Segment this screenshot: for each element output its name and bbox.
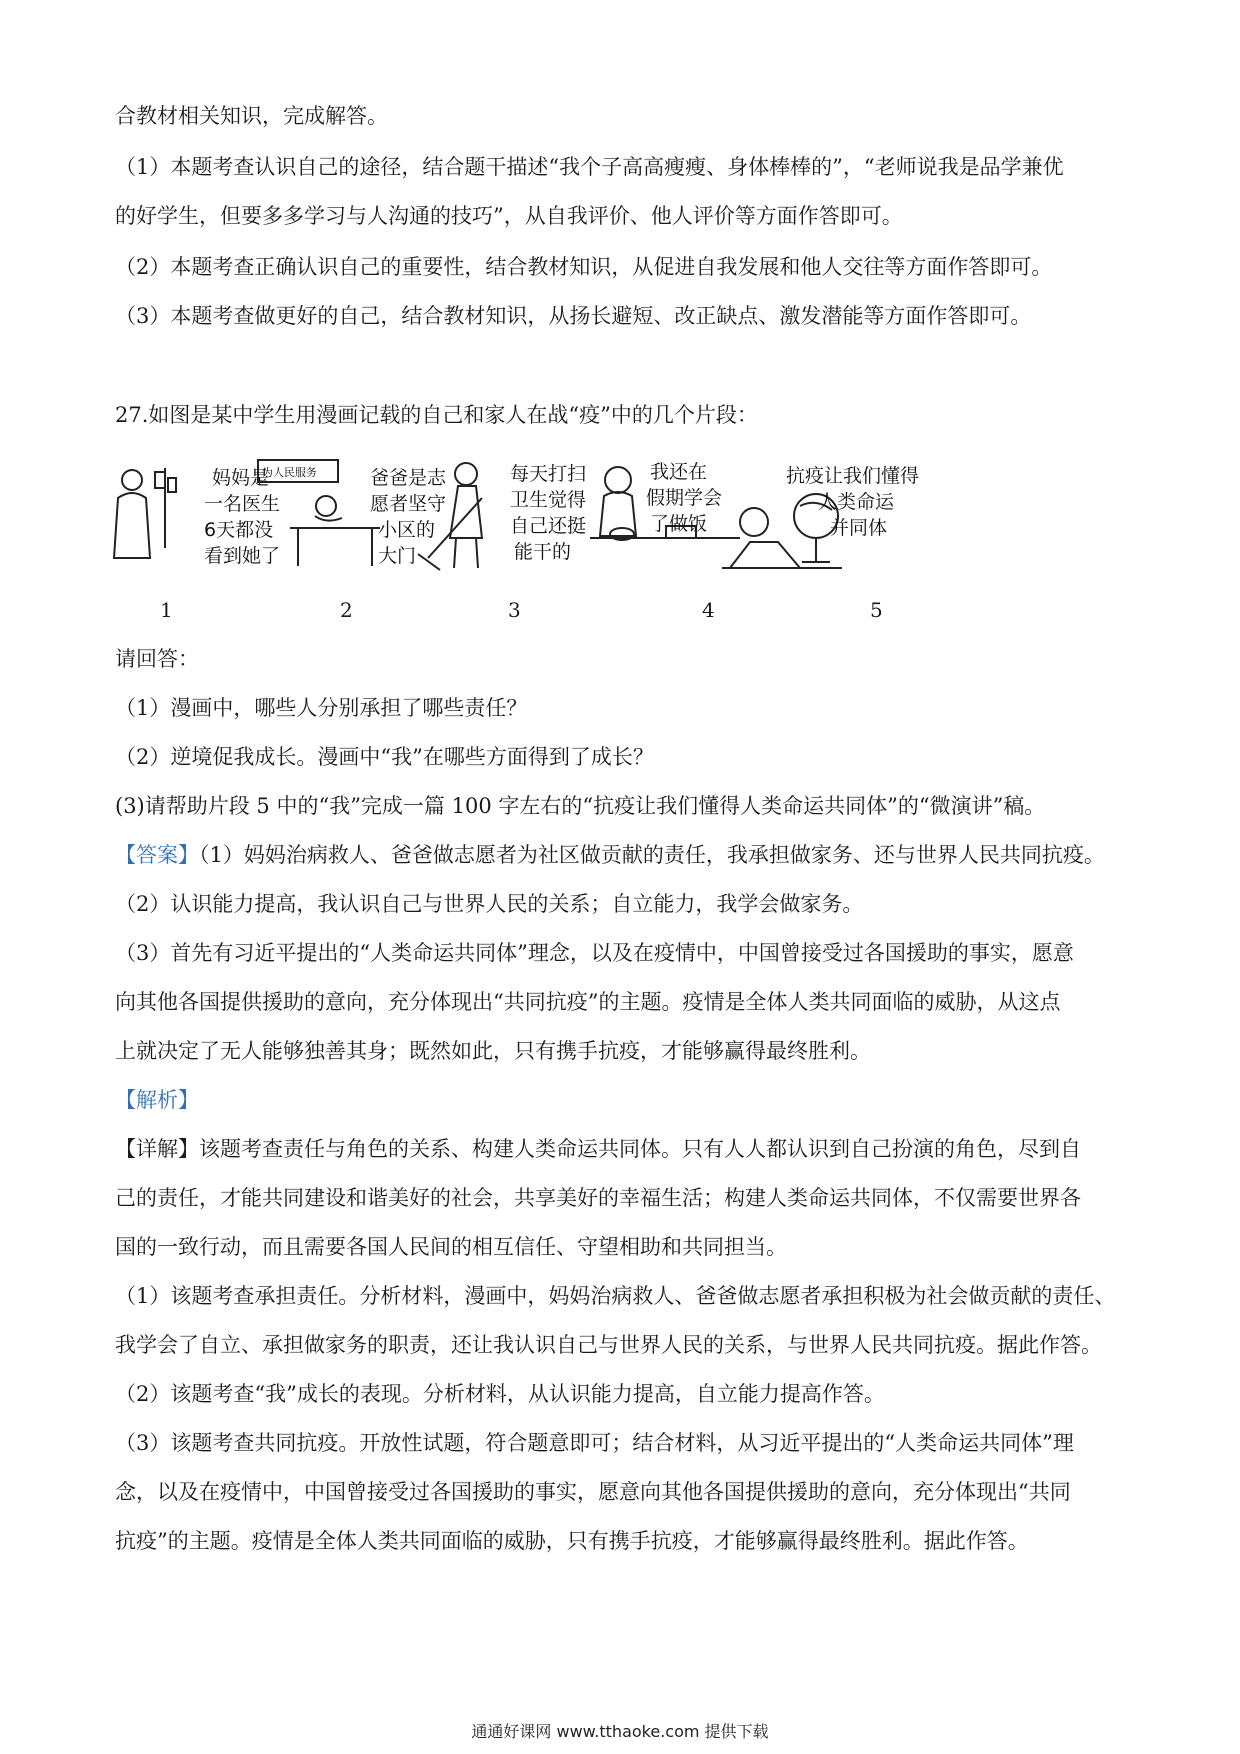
doctor-figure [114, 468, 176, 558]
panel3-text: 爸爸是志 [370, 467, 447, 489]
panel3-text: 大门 [378, 545, 417, 567]
panel6-text: 抗疫让我们懂得 [786, 465, 920, 487]
answer-text: （1）妈妈治病救人、爸爸做志愿者为社区做贡献的责任，我承担做家务、还与世界人民共同抗疫。 [199, 843, 1105, 867]
answer-line: 上就决定了无人能够独善其身；既然如此，只有携手抗疫，才能够赢得最终胜利。 [115, 1039, 871, 1063]
analysis-line: 国的一致行动，而且需要各国人民间的相互信任、守望相助和共同担当。 [115, 1235, 787, 1259]
panel-number: 5 [870, 598, 883, 622]
question-item: （2）逆境促我成长。漫画中“我”在哪些方面得到了成长？ [115, 745, 654, 769]
panel3-text: 愿者坚守 [370, 493, 447, 515]
panel1-text: 看到她了 [204, 545, 281, 567]
analysis-tag: 【解析】 [115, 1088, 199, 1112]
question-stem: 27.如图是某中学生用漫画记载的自己和家人在战“疫”中的几个片段： [115, 403, 758, 427]
analysis-line: （2）该题考查“我”成长的表现。分析材料，从认识能力提高，自立能力提高作答。 [115, 1382, 885, 1406]
panel-number: 2 [340, 598, 353, 622]
analysis-line: 己的责任，才能共同建设和谐美好的社会，共享美好的幸福生活；构建人类命运共同体，不仅需要世界各 [115, 1186, 1081, 1210]
analysis-line: 抗疫”的主题。疫情是全体人类共同面临的威胁，只有携手抗疫，才能够赢得最终胜利。据此作答。 [115, 1529, 1029, 1553]
panel4-text: 卫生觉得 [510, 489, 587, 511]
panel5-text: 了做饭 [650, 513, 708, 535]
page-footer: 通通好课网 www.tthaoke.com 提供下载 [471, 1722, 769, 1741]
answer-line [115, 841, 1105, 869]
analysis-line: 念，以及在疫情中，中国曾接受过各国援助的事实，愿意向其他各国提供援助的意向，充分体现出“共同 [115, 1480, 1071, 1504]
analysis-line: （1）该题考查承担责任。分析材料，漫画中，妈妈治病救人、爸爸做志愿者承担积极为社会做贡献的责任、 [115, 1284, 1116, 1308]
panel-number: 4 [702, 598, 715, 622]
panel-number: 1 [160, 598, 173, 622]
analysis-line: （3）该题考查共同抗疫。开放性试题，符合题意即可；结合材料，从习近平提出的“人类命运共同体”理 [115, 1431, 1074, 1455]
panel5-text: 假期学会 [646, 487, 723, 509]
panel6-text: 人类命运 [818, 491, 895, 513]
panel5-text: 我还在 [650, 461, 708, 483]
panel1-text: 妈妈是 [212, 467, 270, 489]
prev-answer-line: 的好学生，但要多多学习与人沟通的技巧”，从自我评价、他人评价等方面作答即可。 [115, 204, 903, 228]
panel1-text: 一名医生 [204, 493, 281, 515]
panel4-text: 每天打扫 [510, 463, 587, 485]
answer-line: （2）认识能力提高，我认识自己与世界人民的关系；自立能力，我学会做家务。 [115, 892, 864, 916]
prev-answer-line: （3）本题考查做更好的自己，结合教材知识，从扬长避短、改正缺点、激发潜能等方面作答即可。 [115, 304, 1032, 328]
answer-line: （3）首先有习近平提出的“人类命运共同体”理念，以及在疫情中，中国曾接受过各国援助的事实，愿意 [115, 941, 1074, 965]
panel4-text: 自己还挺 [510, 515, 587, 537]
question-item: （1）漫画中，哪些人分别承担了哪些责任？ [115, 696, 528, 720]
analysis-line: 我学会了自立、承担做家务的职责，还让我认识自己与世界人民的关系，与世界人民共同抗疫。据此作答。 [115, 1333, 1102, 1357]
sign-text: 为人民服务 [262, 466, 317, 479]
panel4-text: 能干的 [514, 541, 572, 563]
prev-answer-line: （2）本题考查正确认识自己的重要性，结合教材知识，从促进自我发展和他人交往等方面作答即可。 [115, 255, 1053, 279]
prev-answer-line: 合教材相关知识，完成解答。 [115, 104, 388, 128]
panel3-text: 小区的 [378, 519, 436, 541]
panel1-text: 6天都没 [204, 519, 274, 541]
answer-line: 向其他各国提供援助的意向，充分体现出“共同抗疫”的主题。疫情是全体人类共同面临的威胁，从这点 [115, 990, 1061, 1014]
answer-tag: 【答案】 [115, 843, 199, 867]
comic-strip [110, 458, 1130, 578]
panel6-text: 并同体 [830, 517, 888, 539]
panel-number: 3 [508, 598, 521, 622]
analysis-line: 【详解】该题考查责任与角色的关系、构建人类命运共同体。只有人人都认识到自己扮演的角色，尽到自 [115, 1137, 1081, 1161]
question-prompt: 请回答： [115, 647, 199, 671]
question-item: (3)请帮助片段 5 中的“我”完成一篇 100 字左右的“抗疫让我们懂得人类命运共同体”的“微演讲”稿。 [115, 794, 1046, 818]
prev-answer-line: （1）本题考查认识自己的途径，结合题干描述“我个子高高瘦瘦、身体棒棒的”，“老师说我是品学兼优 [115, 155, 1064, 179]
